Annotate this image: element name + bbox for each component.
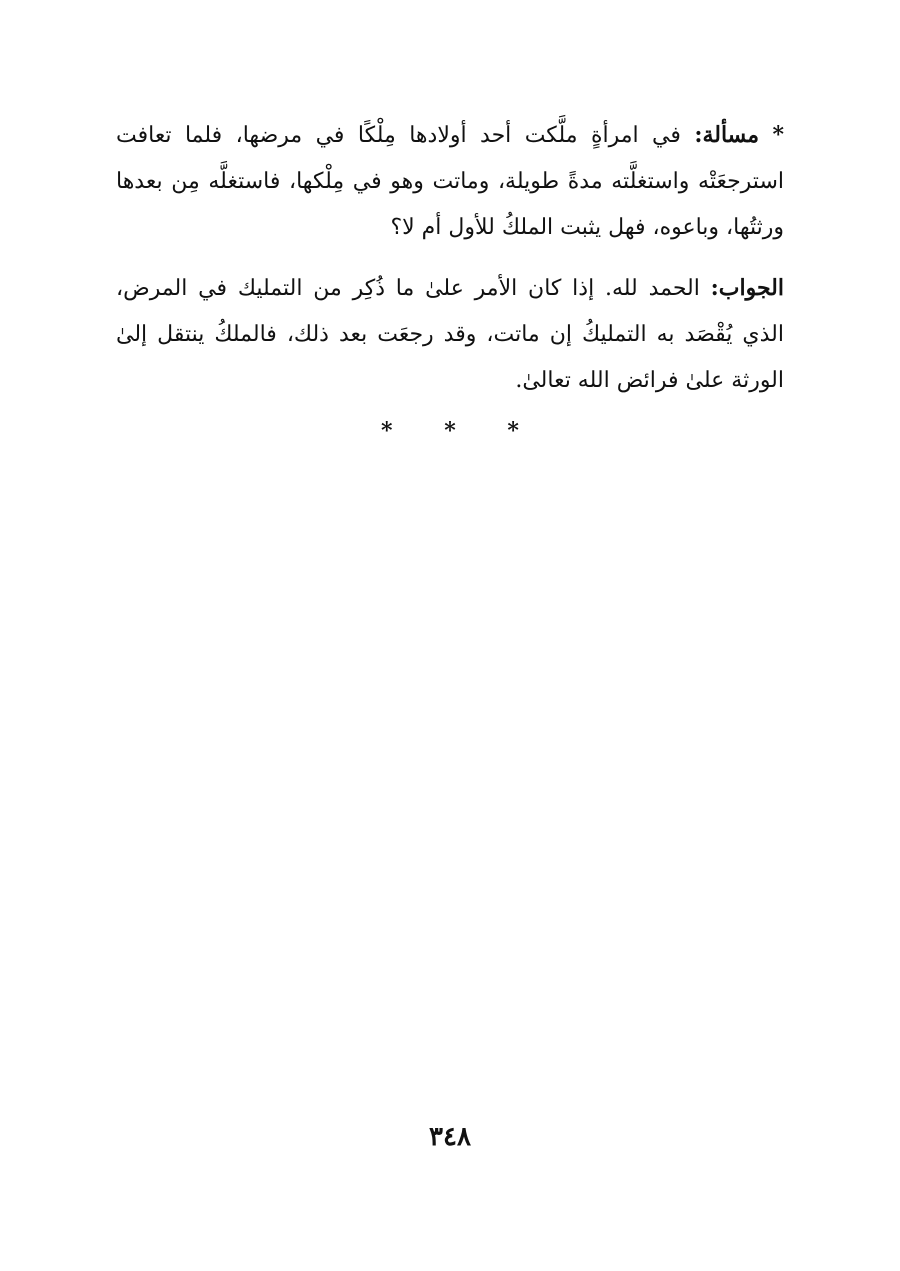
question-label: مسألة: [694, 122, 760, 148]
page-body [116, 112, 784, 418]
answer-paragraph [116, 265, 784, 404]
answer-label: الجواب: [710, 275, 784, 301]
question-marker: * [772, 122, 785, 148]
separator-asterisk: * [444, 418, 456, 444]
answer-text: الحمد لله. إذا كان الأمر علىٰ ما ذُكِر من التمليك في المرض، الذي يُقْصَد به التمليكُ إن ماتت، وقد رجعَت بعد ذلك، فالملكُ ينتقل إلىٰ الورثة علىٰ فرائض الله تعالىٰ. [116, 276, 784, 393]
separator-asterisk: * [381, 418, 393, 444]
question-text: في امرأةٍ ملَّكت أحد أولادها مِلْكًا في مرضها، فلما تعافت استرجعَتْه واستغلَّته مدةً طويلة، وماتت وهو في مِلْكها، فاستغلَّه مِن بعدها ورثتُها، وباعوه، فهل يثبت الملكُ للأول أم لا؟ [116, 123, 784, 240]
page-number: ٣٤٨ [429, 1122, 471, 1152]
section-separator [0, 418, 900, 444]
question-paragraph [116, 112, 784, 251]
separator-asterisk: * [507, 418, 519, 444]
